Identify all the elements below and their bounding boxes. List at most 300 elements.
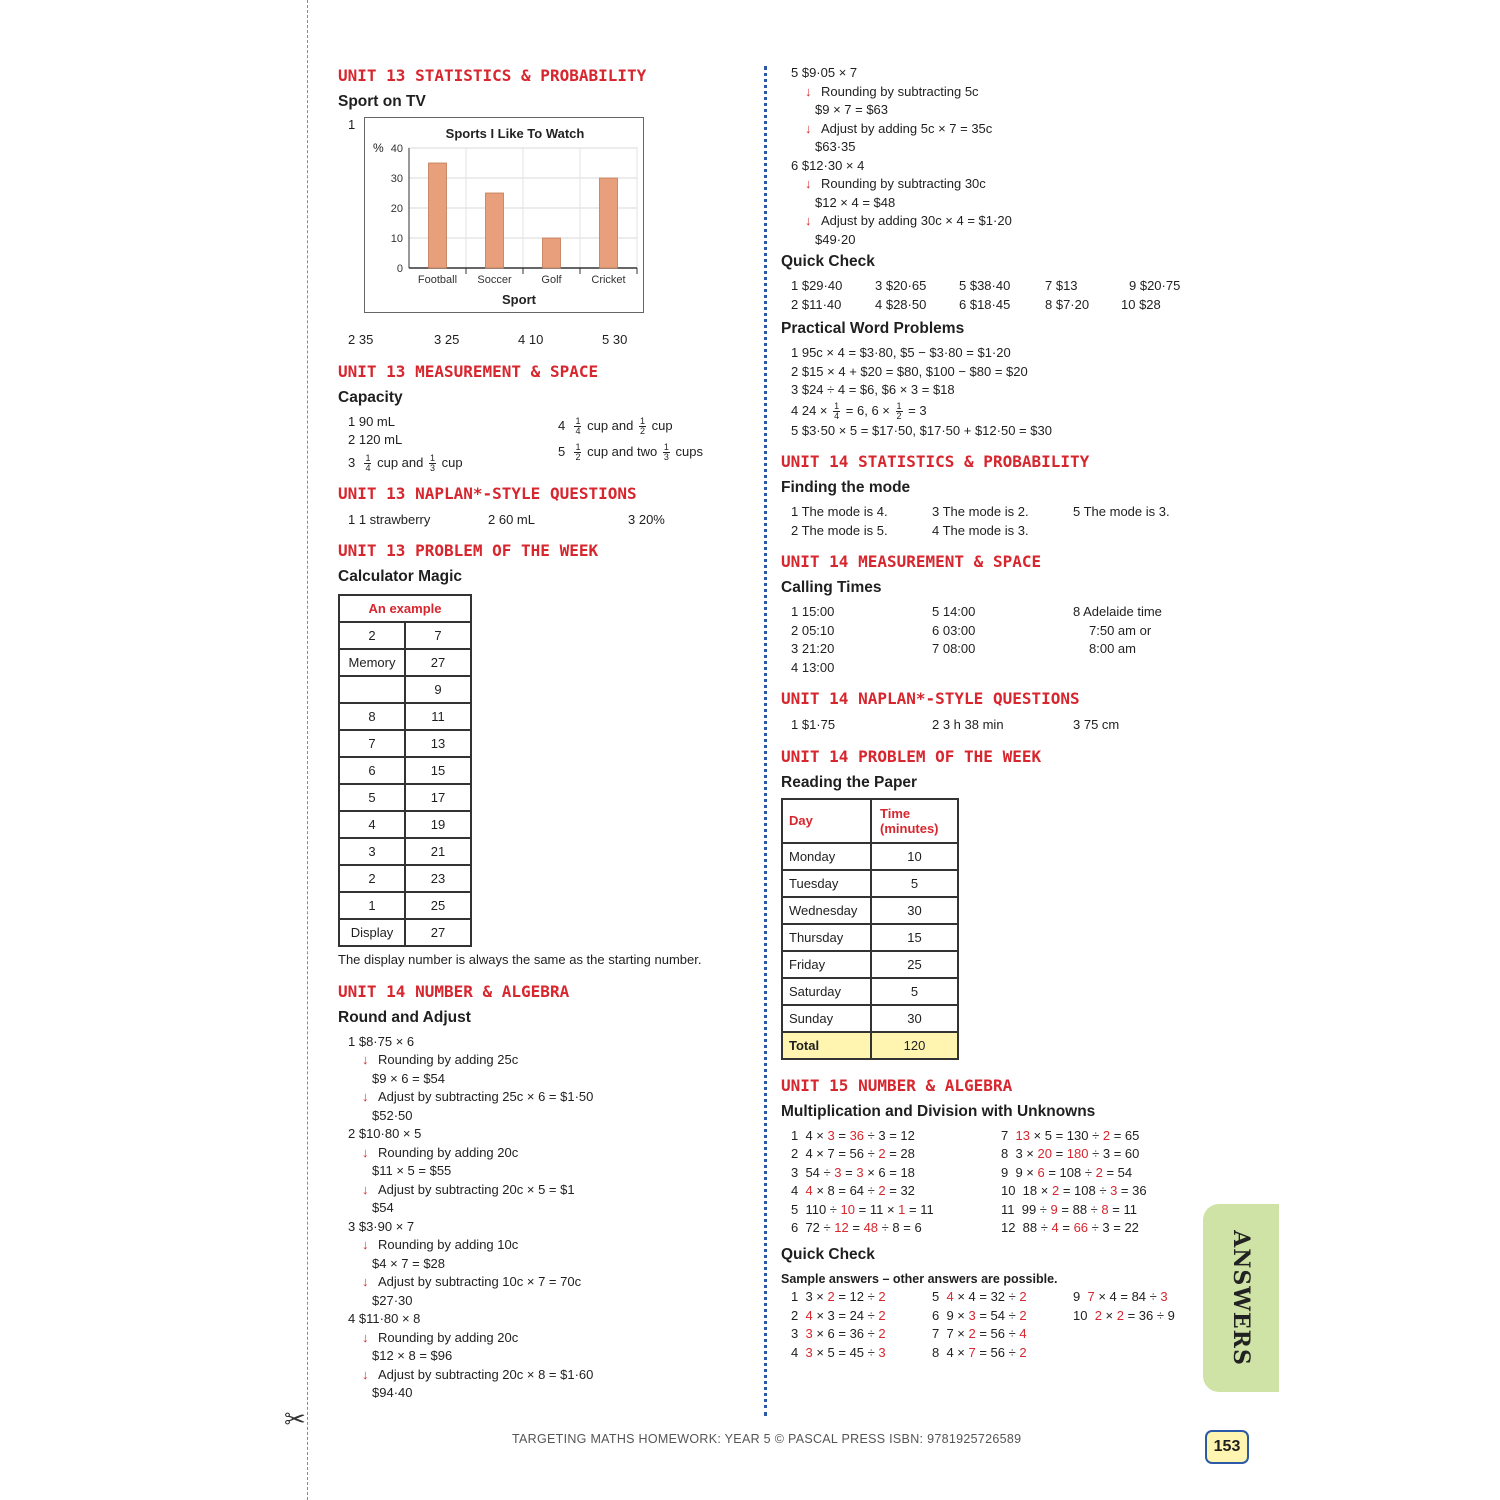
table-cell: Saturday bbox=[782, 978, 871, 1005]
equation-text: × 8 = 64 ÷ bbox=[812, 1183, 879, 1198]
value-line: $52·50 bbox=[372, 1107, 413, 1123]
unknowns-answers bbox=[781, 1127, 1221, 1238]
equation-text: 3 bbox=[791, 1326, 806, 1341]
value-line: $63·35 bbox=[815, 139, 856, 154]
unknown-value: 4 bbox=[1051, 1220, 1059, 1235]
equation-text: = 28 bbox=[885, 1146, 915, 1161]
table-cell: 5 bbox=[871, 870, 958, 897]
equation-text: = 12 ÷ bbox=[834, 1289, 879, 1304]
answer: 2 60 mL bbox=[488, 511, 535, 527]
equation-text: 12 88 ÷ bbox=[1001, 1220, 1052, 1235]
bar bbox=[600, 178, 618, 268]
step-text: Adjust by adding 5c × 7 = 35c bbox=[821, 120, 993, 136]
fraction: $\frac{1}{4}$ bbox=[834, 400, 840, 421]
answer: 1 $1·75 bbox=[791, 717, 836, 732]
times-col bbox=[932, 603, 1073, 677]
equation-text: = 56 ÷ bbox=[975, 1326, 1020, 1341]
equation bbox=[932, 1325, 1073, 1344]
equation-text: = 65 bbox=[1110, 1127, 1140, 1143]
y-tick-label: 10 bbox=[390, 233, 403, 245]
section-subtitle: Round and Adjust bbox=[338, 1008, 471, 1026]
bar bbox=[543, 238, 561, 268]
unknown-value: 12 bbox=[834, 1220, 849, 1235]
equation-text: = bbox=[1051, 1146, 1067, 1161]
unknown-value: 2 bbox=[878, 1183, 886, 1198]
unknown-value: 2 bbox=[1019, 1289, 1027, 1304]
table-cell: 5 bbox=[871, 978, 958, 1005]
answers-tab: ANSWERS bbox=[1203, 1204, 1279, 1392]
answer: 5 30 bbox=[602, 332, 628, 347]
equation-text: ÷ 8 = 6 bbox=[878, 1220, 922, 1235]
equation bbox=[791, 1164, 1001, 1183]
answer-row bbox=[338, 511, 748, 530]
table-cell: Thursday bbox=[782, 924, 871, 951]
table-cell: 27 bbox=[405, 919, 471, 946]
unknown-value: 66 bbox=[1073, 1220, 1089, 1235]
y-tick-label: 30 bbox=[390, 173, 403, 185]
fraction: $\frac{1}{2}$ bbox=[640, 415, 646, 436]
table-cell: 27 bbox=[405, 649, 471, 676]
value-line: $11 × 5 = $55 bbox=[372, 1163, 452, 1178]
equation-text: 9 9 × bbox=[1001, 1164, 1038, 1180]
table-cell: Display bbox=[339, 919, 405, 946]
equation-text: = 11 bbox=[905, 1201, 934, 1217]
equation-text: = 54 bbox=[1102, 1164, 1133, 1180]
equation-text: 5 bbox=[932, 1289, 947, 1304]
equation bbox=[1001, 1127, 1147, 1146]
value-line: $94·40 bbox=[372, 1385, 413, 1400]
unknown-value: 2 bbox=[968, 1326, 976, 1341]
section-subtitle: Reading the Paper bbox=[781, 773, 918, 791]
table-cell: Friday bbox=[782, 951, 871, 978]
step-text: Rounding by subtracting 30c bbox=[821, 176, 986, 191]
unknown-value: 3 bbox=[878, 1344, 886, 1360]
answer: 2 05:10 bbox=[791, 622, 835, 638]
down-arrow-icon: ↓ bbox=[362, 1329, 369, 1345]
times-col bbox=[1073, 603, 1162, 677]
unit-heading: UNIT 14 NAPLAN*-STYLE QUESTIONS bbox=[781, 689, 1080, 708]
table-header: Time (minutes) bbox=[871, 799, 958, 843]
equation-text: × bbox=[1101, 1307, 1117, 1323]
answer: 5 $\frac{1}{2}$ cup and two $\frac{1}{3}$ cups bbox=[558, 441, 703, 462]
answer: 1 $29·40 bbox=[791, 278, 843, 293]
unit-heading: UNIT 13 STATISTICS & PROBABILITY bbox=[338, 66, 647, 85]
answer: 4 The mode is 3. bbox=[932, 522, 1029, 538]
down-arrow-icon: ↓ bbox=[362, 1274, 369, 1289]
answer: 4 24 × $\frac{1}{4}$ = 6, 6 × $\frac{1}{2}$ = 3 bbox=[791, 400, 927, 421]
table-header: An example bbox=[339, 595, 471, 622]
unknown-value: 3 bbox=[968, 1307, 976, 1323]
down-arrow-icon: ↓ bbox=[805, 213, 812, 228]
unit-heading: UNIT 15 NUMBER & ALGEBRA bbox=[781, 1075, 1013, 1095]
capacity-col-1 bbox=[338, 413, 558, 476]
answer: 4 $\frac{1}{4}$ cup and $\frac{1}{2}$ cup bbox=[558, 415, 673, 436]
answer: 2 3 h 38 min bbox=[932, 717, 1004, 732]
unknown-value: 2 bbox=[1095, 1164, 1103, 1180]
answer: 5 $3·50 × 5 = $17·50, $17·50 + $12·50 = $30 bbox=[791, 422, 1052, 438]
table-cell: Sunday bbox=[782, 1005, 871, 1032]
equation-text: 1 4 × bbox=[791, 1127, 828, 1143]
fraction: $\frac{1}{2}$ bbox=[575, 441, 581, 462]
unknown-value: 1 bbox=[898, 1201, 906, 1217]
answer-row bbox=[781, 296, 1221, 315]
equation bbox=[791, 1344, 932, 1363]
equation bbox=[1073, 1288, 1213, 1307]
table-row bbox=[339, 784, 471, 811]
section-subtitle: Finding the mode bbox=[781, 479, 911, 496]
answer: 2 35 bbox=[348, 332, 374, 347]
value-line: 4 $11·80 × 8 bbox=[348, 1311, 421, 1326]
step-text: Adjust by subtracting 25c × 6 = $1·50 bbox=[378, 1089, 594, 1104]
answer: 1 1 strawberry bbox=[348, 511, 431, 527]
equations-col bbox=[791, 1288, 932, 1362]
round-adjust-list-continued bbox=[781, 64, 1221, 249]
value-line: $27·30 bbox=[372, 1292, 413, 1308]
table-row bbox=[339, 838, 471, 865]
calculator-table bbox=[338, 594, 472, 947]
equation-text: 7 bbox=[1001, 1127, 1016, 1143]
value-line: $12 × 8 = $96 bbox=[372, 1348, 453, 1363]
table-cell: 13 bbox=[405, 730, 471, 757]
unknown-value: 20 bbox=[1037, 1146, 1052, 1161]
equation-text: 4 bbox=[791, 1344, 806, 1360]
equation bbox=[932, 1288, 1073, 1307]
answer: 2 $11·40 bbox=[791, 296, 842, 312]
unknown-value: 3 bbox=[1110, 1183, 1118, 1198]
unknown-value: 2 bbox=[1019, 1344, 1027, 1360]
value-line: $4 × 7 = $28 bbox=[372, 1255, 446, 1271]
equation-text: = 11 bbox=[1108, 1201, 1137, 1217]
unknown-value: 2 bbox=[1116, 1307, 1124, 1323]
note: Sample answers – other answers are possible. bbox=[781, 1271, 1058, 1286]
equation-text: 2 bbox=[791, 1307, 806, 1323]
equation bbox=[1001, 1164, 1147, 1183]
unknown-value: 2 bbox=[1094, 1307, 1102, 1323]
equation bbox=[1073, 1307, 1213, 1326]
unknown-value: 13 bbox=[1015, 1127, 1030, 1143]
table-row bbox=[339, 811, 471, 838]
unknown-value: 4 bbox=[946, 1289, 954, 1304]
unit-heading: UNIT 14 STATISTICS & PROBABILITY bbox=[781, 452, 1090, 471]
word-problem-answers bbox=[781, 344, 1221, 440]
table-cell: 17 bbox=[405, 784, 471, 811]
unknown-value: 10 bbox=[840, 1201, 856, 1217]
answer: 4 $28·50 bbox=[875, 296, 927, 312]
answer: 5 $38·40 bbox=[959, 278, 1011, 293]
step-text: Rounding by adding 10c bbox=[378, 1237, 519, 1252]
table-cell: 30 bbox=[871, 897, 958, 924]
equation bbox=[791, 1307, 932, 1326]
right-column bbox=[781, 64, 1221, 1362]
answer: 1 15:00 bbox=[791, 604, 835, 619]
answer: 8 $7·20 bbox=[1045, 296, 1090, 312]
answer-row bbox=[781, 503, 1221, 522]
equation-text: = 36 bbox=[1117, 1183, 1147, 1198]
total-row bbox=[782, 1032, 958, 1059]
down-arrow-icon: ↓ bbox=[362, 1237, 369, 1252]
table-cell: 7 bbox=[405, 622, 471, 649]
table-row bbox=[339, 730, 471, 757]
unknown-value: 4 bbox=[1019, 1326, 1027, 1341]
down-arrow-icon: ↓ bbox=[805, 176, 812, 191]
equation-text: 11 99 ÷ bbox=[1001, 1201, 1051, 1217]
value-line: 3 $3·90 × 7 bbox=[348, 1218, 415, 1234]
answer: 3 $\frac{1}{4}$ cup and $\frac{1}{3}$ cup bbox=[348, 452, 463, 473]
step-line bbox=[348, 1088, 748, 1107]
answer: 6 $18·45 bbox=[959, 296, 1011, 312]
answer: 3 The mode is 2. bbox=[932, 504, 1029, 519]
answer: 1 90 mL bbox=[348, 413, 395, 429]
equations-col bbox=[1001, 1127, 1147, 1238]
equation bbox=[1001, 1182, 1147, 1201]
equation-text: = bbox=[1058, 1220, 1074, 1235]
equation-text: 7 7 × bbox=[932, 1326, 969, 1341]
step-line bbox=[348, 1273, 748, 1292]
unknown-value: 6 bbox=[1037, 1164, 1045, 1180]
table-cell: 10 bbox=[871, 843, 958, 870]
table-row bbox=[339, 676, 471, 703]
table-cell: 15 bbox=[405, 757, 471, 784]
answer: 2 The mode is 5. bbox=[791, 522, 888, 538]
table-cell: Monday bbox=[782, 843, 871, 870]
step-line bbox=[348, 1366, 748, 1385]
table-row bbox=[782, 924, 958, 951]
fraction: $\frac{1}{3}$ bbox=[430, 452, 436, 473]
equation bbox=[1001, 1145, 1147, 1164]
equation-text: = 108 ÷ bbox=[1059, 1183, 1111, 1198]
equation-text: = 108 ÷ bbox=[1044, 1164, 1096, 1180]
y-tick-label: 40 bbox=[390, 143, 403, 155]
table-header: Day bbox=[782, 799, 871, 843]
table-cell: 7 bbox=[339, 730, 405, 757]
answer: 3 $20·65 bbox=[875, 278, 927, 293]
equation-text: 3 54 ÷ bbox=[791, 1164, 835, 1180]
value-line: 2 $10·80 × 5 bbox=[348, 1126, 422, 1141]
bar bbox=[429, 163, 447, 268]
answer: 3 20% bbox=[628, 511, 665, 527]
step-text: Adjust by subtracting 20c × 5 = $1 bbox=[378, 1181, 575, 1197]
equation-text: 4 bbox=[791, 1183, 806, 1198]
down-arrow-icon: ↓ bbox=[805, 83, 812, 99]
answer: 4 10 bbox=[518, 332, 544, 347]
table-cell: 6 bbox=[339, 757, 405, 784]
answer: 3 25 bbox=[434, 332, 460, 347]
equation-text: × 5 = 45 ÷ bbox=[812, 1344, 879, 1360]
x-axis-label: Sport bbox=[502, 292, 536, 307]
table-cell: 8 bbox=[339, 703, 405, 730]
down-arrow-icon: ↓ bbox=[362, 1089, 369, 1104]
equation-text: 8 3 × bbox=[1001, 1146, 1038, 1161]
answer: 8:00 am bbox=[1089, 641, 1136, 656]
unknown-value: 4 bbox=[805, 1307, 813, 1323]
y-axis-label: % bbox=[373, 141, 384, 155]
equation-text: = bbox=[841, 1164, 857, 1180]
section-subtitle: Calculator Magic bbox=[338, 568, 463, 585]
equation-text: × 6 = 18 bbox=[863, 1164, 915, 1180]
unknown-value: 180 bbox=[1066, 1146, 1089, 1161]
answer: 1 The mode is 4. bbox=[791, 504, 888, 519]
down-arrow-icon: ↓ bbox=[362, 1052, 369, 1067]
equation-text: = 32 bbox=[885, 1183, 915, 1198]
value-line: $49·20 bbox=[815, 231, 856, 247]
equation-text: = 54 ÷ bbox=[975, 1307, 1020, 1323]
x-tick-label: Football bbox=[417, 274, 458, 286]
section-subtitle: Calling Times bbox=[781, 579, 882, 596]
round-adjust-list bbox=[338, 1033, 748, 1403]
answer: 3 21:20 bbox=[791, 641, 835, 656]
table-cell: 4 bbox=[339, 811, 405, 838]
unknown-value: 2 bbox=[878, 1146, 886, 1161]
step-line bbox=[348, 1181, 748, 1200]
section-subtitle: Quick Check bbox=[781, 253, 875, 270]
answer: 3 $24 ÷ 4 = $6, $6 × 3 = $18 bbox=[791, 382, 955, 397]
unknown-value: 2 bbox=[878, 1307, 886, 1323]
answer: 7:50 am or bbox=[1089, 622, 1152, 638]
step-text: Adjust by subtracting 10c × 7 = 70c bbox=[378, 1274, 582, 1289]
table-cell: Total bbox=[782, 1032, 871, 1059]
answer: 5 The mode is 3. bbox=[1073, 504, 1170, 519]
step-line bbox=[791, 83, 1221, 102]
y-tick-label: 0 bbox=[396, 263, 403, 275]
equation bbox=[791, 1219, 1001, 1238]
table-cell: 11 bbox=[405, 703, 471, 730]
unknown-value: 4 bbox=[805, 1183, 813, 1198]
equation-text: 2 4 × 7 = 56 ÷ bbox=[791, 1146, 879, 1161]
table-cell: 25 bbox=[871, 951, 958, 978]
step-line bbox=[348, 1236, 748, 1255]
reading-table bbox=[781, 798, 959, 1060]
down-arrow-icon: ↓ bbox=[805, 120, 812, 136]
unit-heading: UNIT 14 NUMBER & ALGEBRA bbox=[338, 981, 570, 1001]
step-text: Adjust by subtracting 20c × 8 = $1·60 bbox=[378, 1366, 594, 1382]
step-text: Rounding by subtracting 5c bbox=[821, 83, 979, 99]
step-line bbox=[348, 1144, 748, 1163]
value-line: 6 $12·30 × 4 bbox=[791, 157, 865, 173]
unit-heading: UNIT 13 PROBLEM OF THE WEEK bbox=[338, 541, 599, 560]
section-subtitle: Quick Check bbox=[781, 1245, 875, 1263]
equation bbox=[791, 1182, 1001, 1201]
unknown-value: 2 bbox=[1102, 1127, 1111, 1143]
equation-text: = 88 ÷ bbox=[1057, 1201, 1102, 1217]
table-cell: 1 bbox=[339, 892, 405, 919]
down-arrow-icon: ↓ bbox=[362, 1144, 369, 1160]
answer: 5 14:00 bbox=[932, 604, 976, 619]
equation bbox=[1001, 1219, 1147, 1238]
step-text: Rounding by adding 20c bbox=[378, 1329, 519, 1345]
step-text: Rounding by adding 20c bbox=[378, 1144, 519, 1160]
table-row bbox=[782, 843, 958, 870]
table-cell: 2 bbox=[339, 865, 405, 892]
equation-text: = bbox=[848, 1220, 864, 1235]
table-row bbox=[782, 897, 958, 924]
table-cell: Tuesday bbox=[782, 870, 871, 897]
quick-check-answers bbox=[781, 1288, 1221, 1362]
bar bbox=[486, 193, 504, 268]
page-number: 153 bbox=[1205, 1430, 1249, 1464]
equation bbox=[791, 1288, 932, 1307]
table-cell: 25 bbox=[405, 892, 471, 919]
value-line: $12 × 4 = $48 bbox=[815, 194, 896, 210]
question-number: 1 bbox=[348, 117, 356, 132]
table-cell: 23 bbox=[405, 865, 471, 892]
cut-line bbox=[307, 0, 308, 1500]
table-row bbox=[782, 978, 958, 1005]
table-row bbox=[782, 870, 958, 897]
step-text: Adjust by adding 30c × 4 = $1·20 bbox=[821, 213, 1012, 228]
unknown-value: 3 bbox=[1160, 1289, 1168, 1304]
unknown-value: 36 bbox=[849, 1127, 865, 1143]
table-cell: 21 bbox=[405, 838, 471, 865]
equations-col bbox=[932, 1288, 1073, 1362]
equation-text: 5 110 ÷ bbox=[791, 1201, 841, 1217]
answer-row bbox=[781, 522, 1221, 541]
equation bbox=[791, 1201, 1001, 1220]
table-cell: 3 bbox=[339, 838, 405, 865]
table-row bbox=[339, 892, 471, 919]
scissors-icon: ✂ bbox=[284, 1404, 306, 1434]
equation-text: ÷ 3 = 12 bbox=[864, 1127, 915, 1143]
left-column bbox=[338, 60, 748, 1403]
equation-text: 10 bbox=[1073, 1307, 1095, 1323]
table-row bbox=[339, 649, 471, 676]
equation-text: = bbox=[834, 1127, 850, 1143]
equation bbox=[791, 1325, 932, 1344]
capacity-answers bbox=[338, 413, 748, 476]
chart-title: Sports I Like To Watch bbox=[445, 126, 585, 141]
equation-text: 6 9 × bbox=[932, 1307, 969, 1323]
unit-heading: UNIT 13 NAPLAN*-STYLE QUESTIONS bbox=[338, 483, 637, 503]
answer: 1 95c × 4 = $3·80, $5 − $3·80 = $1·20 bbox=[791, 345, 1011, 360]
section-subtitle: Capacity bbox=[338, 388, 403, 406]
x-tick-label: Soccer bbox=[477, 274, 512, 286]
table-cell: 15 bbox=[871, 924, 958, 951]
table-cell: 19 bbox=[405, 811, 471, 838]
unknown-value: 9 bbox=[1050, 1201, 1058, 1217]
table-row bbox=[782, 1005, 958, 1032]
answer-row bbox=[781, 277, 1221, 296]
table-row bbox=[339, 865, 471, 892]
fraction: $\frac{1}{4}$ bbox=[575, 415, 581, 436]
note: The display number is always the same as the starting number. bbox=[338, 952, 702, 967]
answer-row bbox=[338, 331, 748, 350]
capacity-col-2 bbox=[558, 413, 703, 476]
fraction: $\frac{1}{2}$ bbox=[896, 400, 902, 421]
unknown-value: 2 bbox=[827, 1289, 835, 1304]
unit-heading: UNIT 13 MEASUREMENT & SPACE bbox=[338, 361, 599, 381]
chart-frame bbox=[364, 117, 644, 313]
unknown-value: 3 bbox=[834, 1164, 842, 1180]
equation-text: 9 bbox=[1073, 1289, 1088, 1304]
value-line: $54 bbox=[372, 1200, 394, 1215]
equation bbox=[932, 1307, 1073, 1326]
equation-text: × 4 = 32 ÷ bbox=[953, 1289, 1020, 1304]
unknown-value: 2 bbox=[1019, 1307, 1027, 1323]
bar-chart-block bbox=[338, 117, 748, 331]
section-subtitle: Multiplication and Division with Unknowns bbox=[781, 1102, 1096, 1120]
answer-row bbox=[781, 716, 1221, 735]
equation-text: ÷ 3 = 60 bbox=[1088, 1146, 1140, 1161]
answer: 10 $28 bbox=[1121, 296, 1161, 312]
x-tick-label: Cricket bbox=[591, 274, 626, 286]
equation-text: 10 18 × bbox=[1001, 1183, 1052, 1198]
equation-text: × 6 = 36 ÷ bbox=[812, 1326, 879, 1341]
unknown-value: 7 bbox=[968, 1344, 976, 1360]
times-col bbox=[791, 603, 932, 677]
unknown-value: 2 bbox=[878, 1326, 886, 1341]
table-cell: 5 bbox=[339, 784, 405, 811]
step-line bbox=[791, 212, 1221, 231]
y-tick-label: 20 bbox=[390, 203, 403, 215]
